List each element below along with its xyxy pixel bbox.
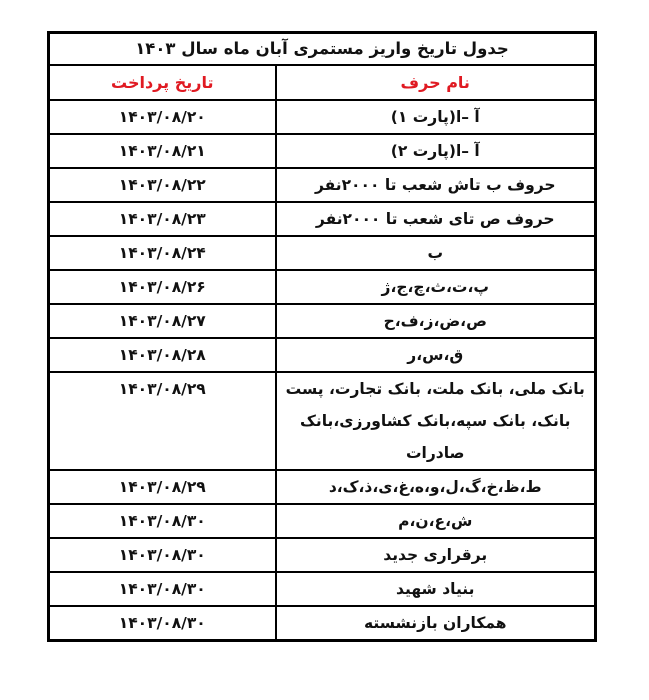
letter-group-cell: ط،ظ،خ،گ،ل،و،ه،غ،ی،ذ،ک،د (276, 470, 596, 504)
payment-date-cell: ۱۴۰۳/۰۸/۳۰ (49, 606, 276, 641)
table-row (49, 504, 596, 538)
payment-date-cell: ۱۴۰۳/۰۸/۲۸ (49, 338, 276, 372)
letter-group-cell: ص،ض،ز،ف،ح (276, 304, 596, 338)
payment-date-cell: ۱۴۰۳/۰۸/۲۴ (49, 236, 276, 270)
table-row (49, 202, 596, 236)
table-row (49, 100, 596, 134)
letter-group-cell: حروف ب تاش شعب تا ۲۰۰۰نفر (276, 168, 596, 202)
payment-date-cell: ۱۴۰۳/۰۸/۲۹ (49, 372, 276, 470)
payment-date-cell: ۱۴۰۳/۰۸/۳۰ (49, 572, 276, 606)
table-title: جدول تاریخ واریز مستمری آبان ماه سال ۱۴۰۳ (49, 33, 596, 66)
table-row (49, 470, 596, 504)
letter-group-cell: آ –ا(پارت ۱) (276, 100, 596, 134)
payment-date-cell: ۱۴۰۳/۰۸/۲۷ (49, 304, 276, 338)
letter-group-cell: بنیاد شهید (276, 572, 596, 606)
letter-group-cell: حروف ص تای شعب تا ۲۰۰۰نفر (276, 202, 596, 236)
letter-group-cell: ش،ع،ن،م (276, 504, 596, 538)
payment-date-cell: ۱۴۰۳/۰۸/۳۰ (49, 504, 276, 538)
table-row (49, 168, 596, 202)
payment-date-cell: ۱۴۰۳/۰۸/۲۳ (49, 202, 276, 236)
payment-date-cell: ۱۴۰۳/۰۸/۲۲ (49, 168, 276, 202)
payment-date-cell: ۱۴۰۳/۰۸/۲۹ (49, 470, 276, 504)
table-header-row (49, 65, 596, 100)
table-row (49, 572, 596, 606)
table-row (49, 236, 596, 270)
table-row-banks (49, 372, 596, 470)
payment-date-cell: ۱۴۰۳/۰۸/۲۰ (49, 100, 276, 134)
payment-date-cell: ۱۴۰۳/۰۸/۳۰ (49, 538, 276, 572)
table-row (49, 538, 596, 572)
table-row (49, 606, 596, 641)
payment-date-cell: ۱۴۰۳/۰۸/۲۶ (49, 270, 276, 304)
letter-group-cell: ق،س،ر (276, 338, 596, 372)
table-row (49, 338, 596, 372)
column-header-name: نام حرف (276, 65, 596, 100)
table-row (49, 134, 596, 168)
table-row (49, 270, 596, 304)
letter-group-cell: برقراری جدید (276, 538, 596, 572)
letter-group-cell: ب (276, 236, 596, 270)
letter-group-cell: آ –ا(پارت ۲) (276, 134, 596, 168)
letter-group-cell: پ،ت،ث،چ،ج،ژ (276, 270, 596, 304)
payment-date-cell: ۱۴۰۳/۰۸/۲۱ (49, 134, 276, 168)
table-title-row (49, 33, 596, 66)
letter-group-cell: بانک ملی، بانک ملت، بانک تجارت، پست بانک، بانک سپه،بانک کشاورزی،بانک صادرات (276, 372, 596, 470)
payment-schedule-table (47, 31, 597, 642)
letter-group-cell: همکاران بازنشسته (276, 606, 596, 641)
table-row (49, 304, 596, 338)
column-header-date: تاریخ پرداخت (49, 65, 276, 100)
